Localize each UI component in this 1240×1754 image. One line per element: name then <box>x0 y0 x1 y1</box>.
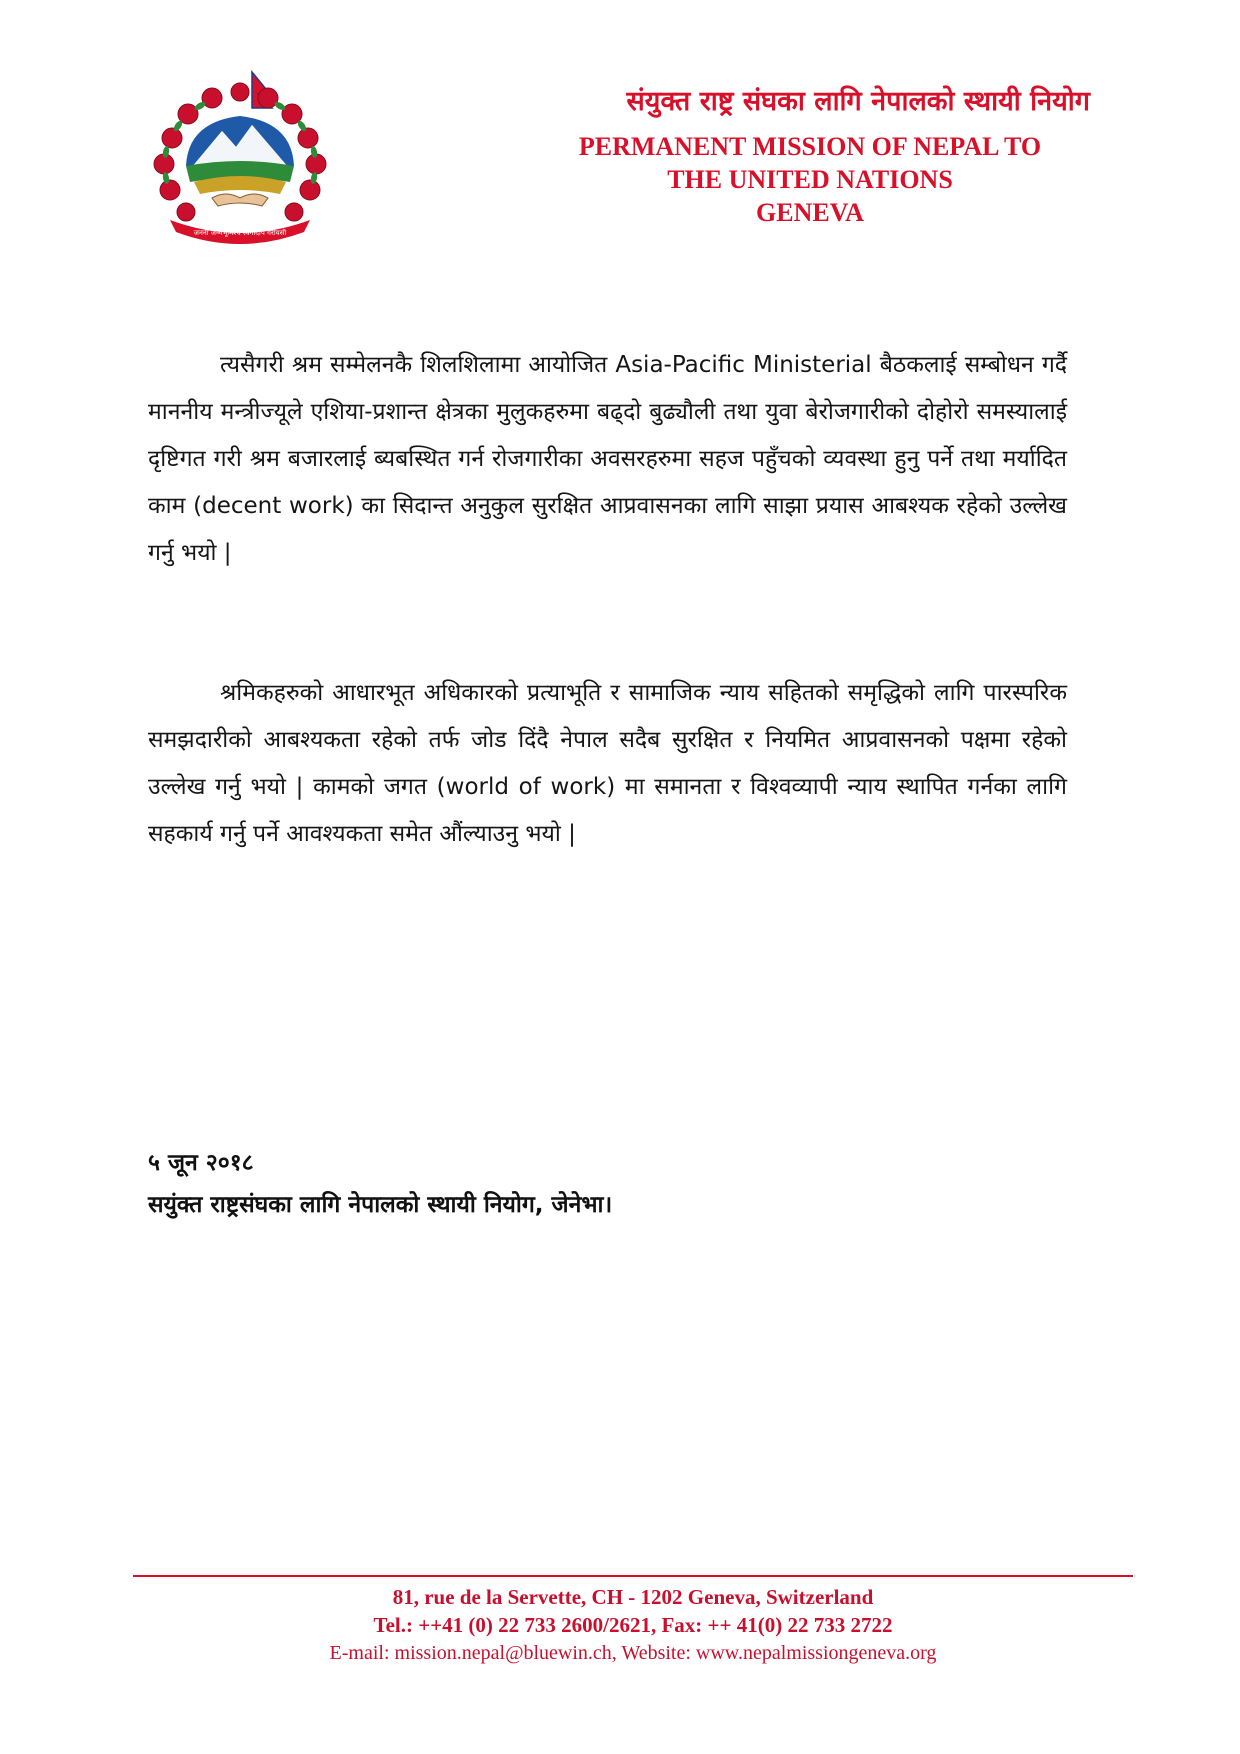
signature-date: ५ जून २०१८ <box>148 1150 254 1176</box>
svg-text:जननी जन्मभूमिश्च स्वर्गादपि गर: जननी जन्मभूमिश्च स्वर्गादपि गरीयसी <box>193 229 287 237</box>
footer-email-website: E-mail: mission.nepal@bluewin.ch, Website: www.nepalmissiongeneva.org <box>329 1642 937 1664</box>
mission-title-line1: PERMANENT MISSION OF NEPAL TO <box>578 132 1042 161</box>
signature-organization: सयुंक्त राष्ट्रसंघका लागि नेपालको स्थायी नियोग, जेनेभा। <box>148 1192 613 1218</box>
body-paragraph-1-text: त्यसैगरी श्रम सम्मेलनकै शिलशिलामा आयोजित Asia-Pacific Ministerial बैठकलाई सम्बोधन गर्दै माननीय मन्त्रीज्यूले एशिया-प्रशान्त क्षेत्रका मुलुकहरुमा बढ्दो बुढ्यौली तथा युवा बेरोजगारीको दोहोरो समस्यालाई दृष्टिगत गरी श्रम बजारलाई ब्यबस्थित गर्न रोजगारीका अवसरहरुमा सहज पहुँचको व्यवस्था हुनु पर्ने तथा मर्यादित काम (decent work) का सिदान्त अनुकुल सुरक्षित आप्रवासनका लागि साझा प्रयास आबश्यक रहेको उल्लेख गर्नु भयो | <box>148 352 1067 566</box>
body-paragraph-1 <box>148 342 1067 577</box>
mission-title-nepali: संयुक्त राष्ट्र संघका लागि नेपालको स्थायी नियोग <box>626 86 1090 117</box>
footer-divider <box>133 1575 1133 1577</box>
footer-address: 81, rue de la Servette, CH - 1202 Geneva, Switzerland <box>392 1585 874 1609</box>
body-paragraph-2 <box>148 670 1067 858</box>
body-paragraph-2-text: श्रमिकहरुको आधारभूत अधिकारको प्रत्याभूति र सामाजिक न्याय सहितको समृद्धिको लागि पारस्परिक समझदारीको आबश्यकता रहेको तर्फ जोड दिंदै नेपाल सदैब सुरक्षित र नियमित आप्रवासनको पक्षमा रहेको उल्लेख गर्नु भयो | कामको जगत (world of work) मा समानता र विश्वव्यापी न्याय स्थापित गर्नका लागि सहकार्य गर्नु पर्ने आवश्यकता समेत औंल्याउनु भयो | <box>148 680 1067 847</box>
footer-phone-fax: Tel.: ++41 (0) 22 733 2600/2621, Fax: ++ 41(0) 22 733 2722 <box>373 1613 893 1637</box>
mission-title-line2: THE UNITED NATIONS <box>667 165 953 194</box>
footer <box>133 1583 1133 1667</box>
nepal-emblem-icon <box>140 70 340 248</box>
mission-title-line3: GENEVA <box>756 198 864 227</box>
letterhead-titles <box>520 82 1100 229</box>
